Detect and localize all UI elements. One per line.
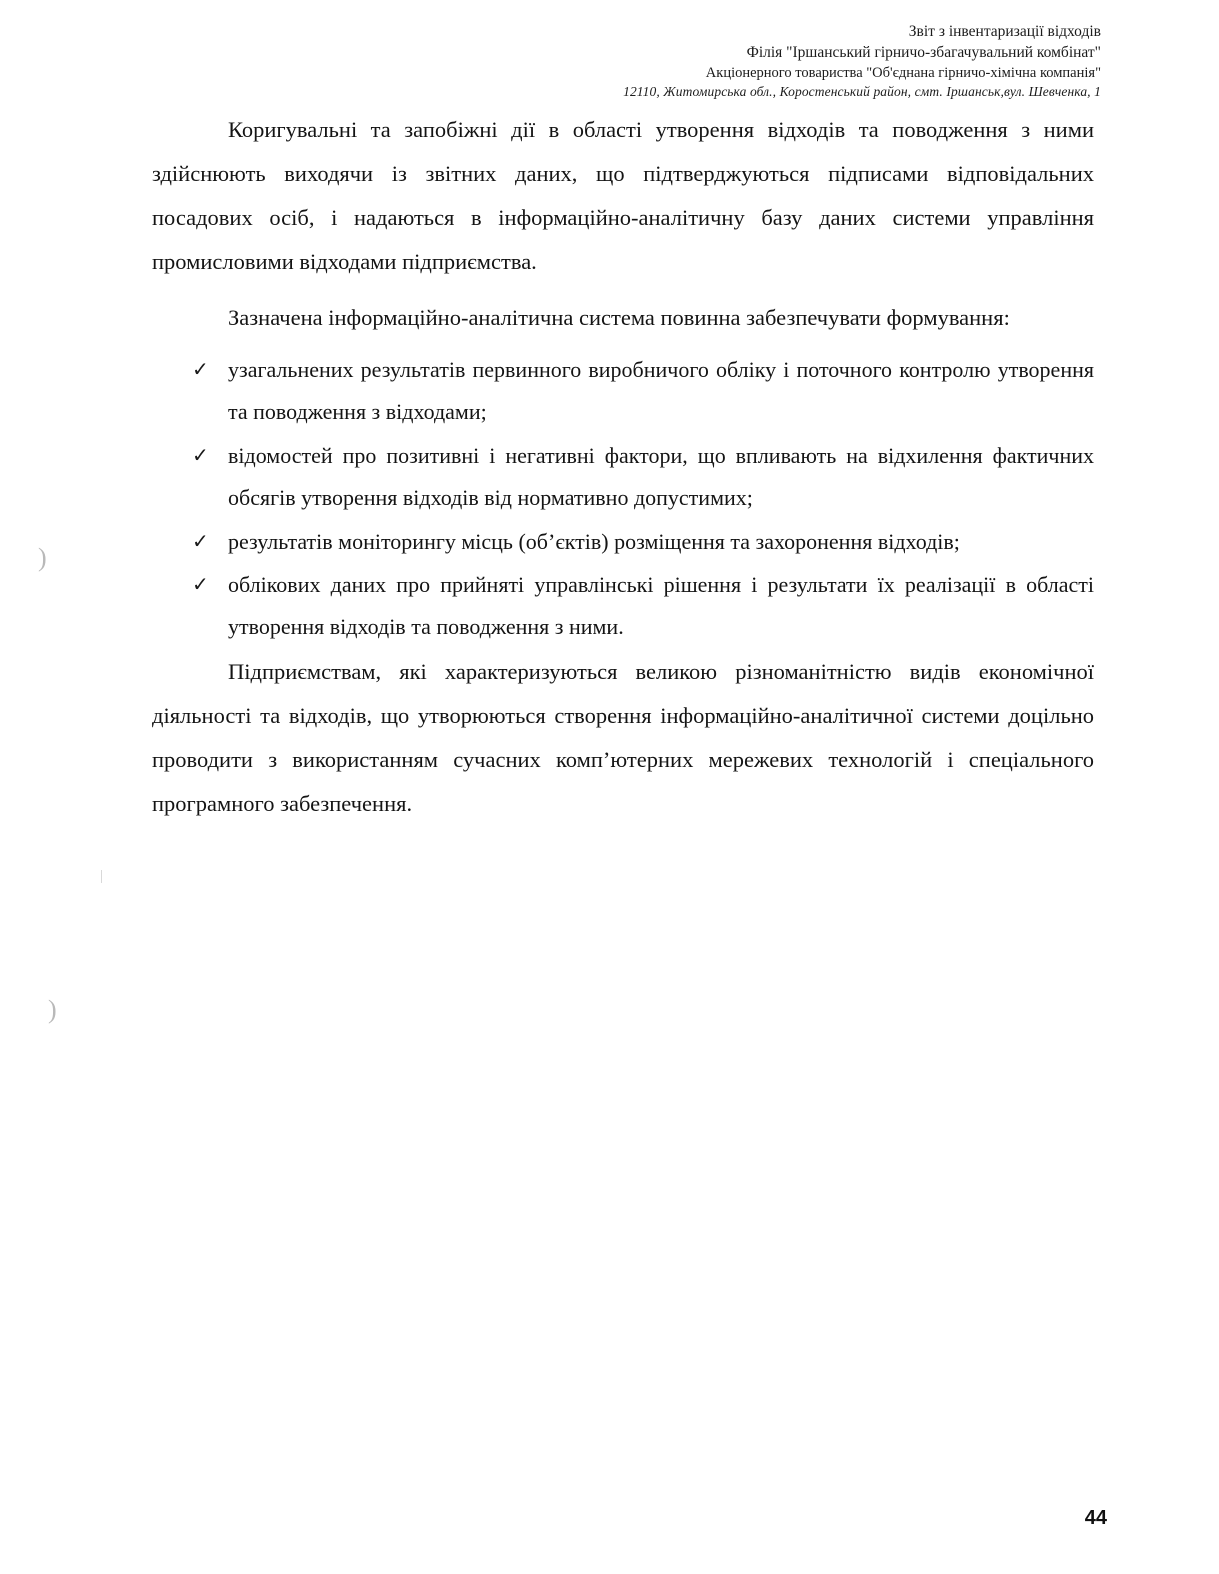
- paragraph-enterprises: Підприємствам, які характеризуються великою різноманітністю видів економічної діяльності та відходів, що утворюються створення інформаційно-аналітичної системи доцільно проводити з використанням сучасних комп’ютерних мережевих технологій і спеціального програмного забезпечення.: [152, 658, 1094, 816]
- checkmark-icon: ✓: [192, 574, 209, 597]
- list-item-label: результатів моніторингу місць (об’єктів) розміщення та захоронення відходів;: [228, 528, 960, 554]
- list-item: [152, 349, 1094, 433]
- list-item-label: відомостей про позитивні і негативні фактори, що впливають на відхилення фактичних обсягів утворення відходів від нормативно допустимих;: [228, 442, 1094, 510]
- requirements-list: [152, 349, 1094, 648]
- document-header: [623, 22, 1101, 102]
- page-number: 44: [1084, 1507, 1107, 1529]
- list-item-label: узагальнених результатів первинного виробничого обліку і поточного контролю утворення та поводження з відходами;: [228, 357, 1094, 425]
- list-item: [152, 435, 1094, 519]
- paragraph-system-intro: Зазначена інформаційно-аналітична система повинна забезпечувати формування:: [228, 304, 1010, 330]
- header-company-name: Акціонерного товариства "Об'єднана гірничо-хімічна компанія": [705, 64, 1101, 81]
- document-body: [152, 108, 1094, 825]
- checkmark-icon: ✓: [192, 359, 209, 382]
- scan-artifact-left-lower: ): [48, 995, 57, 1024]
- header-report-title: Звіт з інвентаризації відходів: [908, 23, 1101, 40]
- scan-artifact-left-upper: ): [38, 543, 47, 572]
- header-address: 12110, Житомирська обл., Коростенський район, смт. Іршанськ,вул. Шевченка, 1: [623, 84, 1101, 100]
- list-item-label: облікових даних про прийняті управлінські рішення і результати їх реалізації в області утворення відходів та поводження з ними.: [228, 572, 1094, 640]
- checkmark-icon: ✓: [192, 444, 209, 467]
- header-branch-name: Філія "Іршанський гірничо-збагачувальний комбінат": [746, 43, 1101, 61]
- list-item: [152, 521, 1094, 563]
- checkmark-icon: ✓: [192, 530, 209, 553]
- list-item: [152, 564, 1094, 648]
- paragraph-corrective-actions: Коригувальні та запобіжні дії в області утворення відходів та поводження з ними здійснюють виходячи із звітних даних, що підтверджуються підписами відповідальних посадових осіб, і надаються в інформаційно-аналітичну базу даних системи управління промисловими відходами підприємства.: [152, 117, 1094, 274]
- scan-artifact-speck: |: [100, 868, 104, 884]
